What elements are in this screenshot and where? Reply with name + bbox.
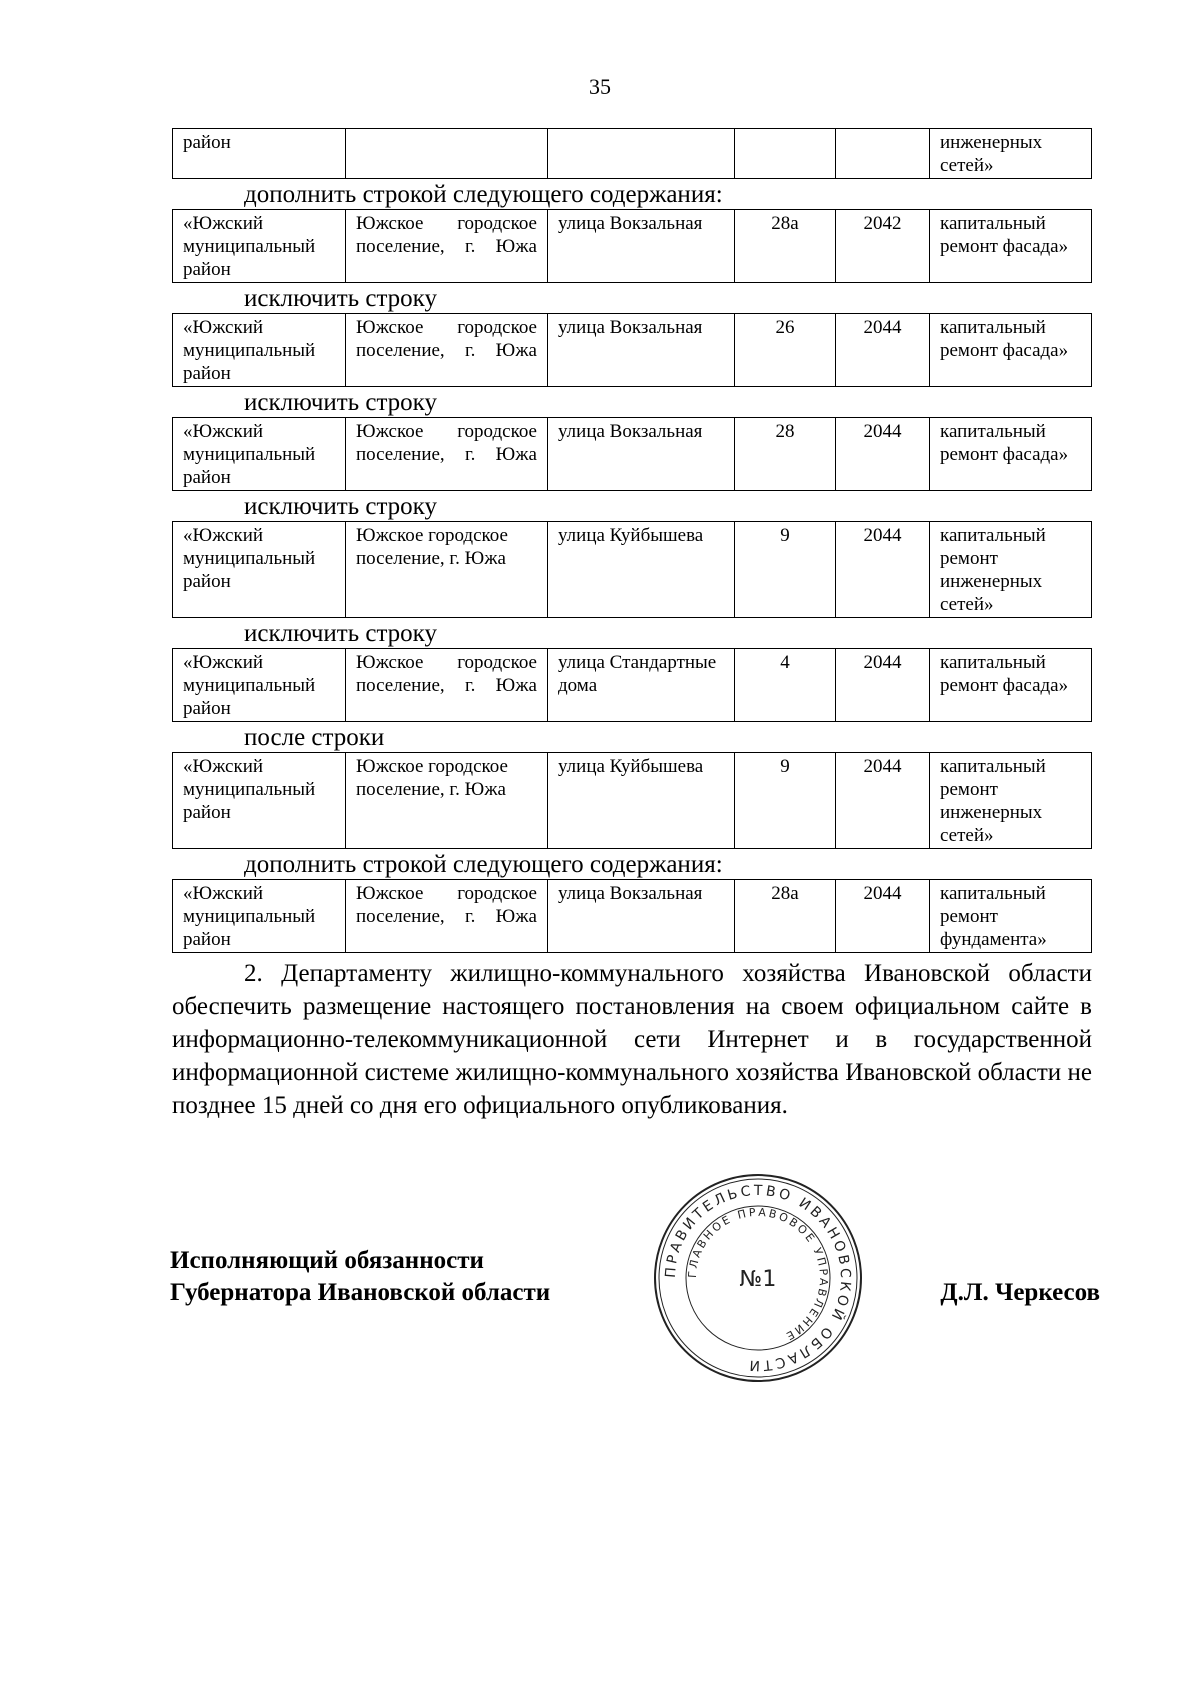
cell-district: «Южский муниципальный район: [173, 314, 346, 387]
cell-district: «Южский муниципальный район: [173, 649, 346, 722]
cell-work: капитальный ремонт фасада»: [930, 210, 1092, 283]
cell-street: улица Вокзальная: [548, 210, 735, 283]
signatory-name: Д.Л. Черкесов: [940, 1279, 1100, 1306]
seal-outer-text: ПРАВИТЕЛЬСТВО ИВАНОВСКОЙ ОБЛАСТИ: [662, 1182, 854, 1374]
cell-district: район: [173, 129, 346, 179]
cell-year: 2042: [836, 210, 930, 283]
seal-number: №1: [739, 1267, 777, 1292]
table-row: [173, 522, 1092, 618]
table-row: [173, 753, 1092, 849]
cell-district: «Южский муниципальный район: [173, 418, 346, 491]
amendment-table: [172, 417, 1092, 491]
page-number: 35: [589, 74, 611, 99]
amendment-table: [172, 752, 1092, 849]
cell-street: улица Вокзальная: [548, 418, 735, 491]
block-5: [172, 619, 1092, 722]
cell-work: капитальный ремонт фасада»: [930, 649, 1092, 722]
cell-house: [735, 129, 836, 179]
instruction-text: дополнить строкой следующего содержания:: [244, 851, 723, 878]
cell-district: «Южский муниципальный район: [173, 522, 346, 618]
cell-work: капитальный ремонт инженерных сетей»: [930, 522, 1092, 618]
cell-year: 2044: [836, 522, 930, 618]
cell-year: [836, 129, 930, 179]
cell-district: «Южский муниципальный район: [173, 753, 346, 849]
cell-settlement: Южское городское поселение, г. Южа: [346, 880, 548, 953]
cell-work: капитальный ремонт фундамента»: [930, 880, 1092, 953]
signature-block: [170, 1245, 1100, 1305]
block-7: [172, 850, 1092, 953]
cell-settlement: Южское городское поселение, г. Южа: [346, 649, 548, 722]
block-4: [172, 492, 1092, 618]
block-6: [172, 723, 1092, 849]
cell-house: 28: [735, 418, 836, 491]
cell-district: «Южский муниципальный район: [173, 210, 346, 283]
cell-work: инженерных сетей»: [930, 129, 1092, 179]
instruction-text: исключить строку: [244, 620, 437, 647]
block-2: [172, 284, 1092, 387]
table-row: [173, 210, 1092, 283]
table-row: [173, 880, 1092, 953]
cell-house: 28а: [735, 880, 836, 953]
cell-work: капитальный ремонт фасада»: [930, 314, 1092, 387]
amendment-table: [172, 313, 1092, 387]
cell-street: улица Стандартные дома: [548, 649, 735, 722]
table-row: [173, 649, 1092, 722]
table-row: [173, 129, 1092, 179]
cell-street: улица Вокзальная: [548, 880, 735, 953]
signatory-title-line1: Исполняющий обязанности: [170, 1247, 484, 1274]
cell-settlement: [346, 129, 548, 179]
instruction-text: исключить строку: [244, 285, 437, 312]
table-row: [173, 314, 1092, 387]
paragraph-2: 2. Департаменту жилищно-коммунального хозяйства Ивановской области обеспечить размещение настоящего постановления на своем официальном сайте в информационно-телекоммуникационной сети Интернет и в государственной информационной системе жилищно-коммунального хозяйства Ивановской области не позднее 15 дней со дня его официального опубликования.: [172, 960, 1092, 1119]
amendment-table: [172, 521, 1092, 618]
signatory-title-line2: Губернатора Ивановской области: [170, 1279, 551, 1306]
amendment-table: [172, 209, 1092, 283]
cell-work: капитальный ремонт фасада»: [930, 418, 1092, 491]
cell-year: 2044: [836, 314, 930, 387]
cell-house: 28а: [735, 210, 836, 283]
table-row: [173, 418, 1092, 491]
amendment-table: [172, 648, 1092, 722]
cell-street: [548, 129, 735, 179]
document-body: [172, 128, 1092, 1122]
cell-settlement: Южское городское поселение, г. Южа: [346, 522, 548, 618]
cell-street: улица Вокзальная: [548, 314, 735, 387]
instruction-text: исключить строку: [244, 389, 437, 416]
block-3: [172, 388, 1092, 491]
signatory-title: [170, 1245, 550, 1309]
cell-house: 9: [735, 522, 836, 618]
cell-settlement: Южское городское поселение, г. Южа: [346, 753, 548, 849]
cell-year: 2044: [836, 880, 930, 953]
cell-house: 9: [735, 753, 836, 849]
cell-house: 4: [735, 649, 836, 722]
cell-settlement: Южское городское поселение, г. Южа: [346, 314, 548, 387]
cell-settlement: Южское городское поселение, г. Южа: [346, 418, 548, 491]
cell-street: улица Куйбышева: [548, 753, 735, 849]
cell-year: 2044: [836, 649, 930, 722]
table-first-row: [172, 128, 1092, 179]
cell-settlement: Южское городское поселение, г. Южа: [346, 210, 548, 283]
instruction-text: исключить строку: [244, 493, 437, 520]
cell-work: капитальный ремонт инженерных сетей»: [930, 753, 1092, 849]
instruction-text: дополнить строкой следующего содержания:: [244, 181, 723, 208]
cell-year: 2044: [836, 753, 930, 849]
seal-inner-text: ГЛАВНОЕ ПРАВОВОЕ УПРАВЛЕНИЕ: [685, 1205, 831, 1344]
amendment-table: [172, 879, 1092, 953]
cell-street: улица Куйбышева: [548, 522, 735, 618]
cell-house: 26: [735, 314, 836, 387]
cell-district: «Южский муниципальный район: [173, 880, 346, 953]
cell-year: 2044: [836, 418, 930, 491]
instruction-text: после строки: [244, 724, 385, 751]
block-1: [172, 180, 1092, 283]
